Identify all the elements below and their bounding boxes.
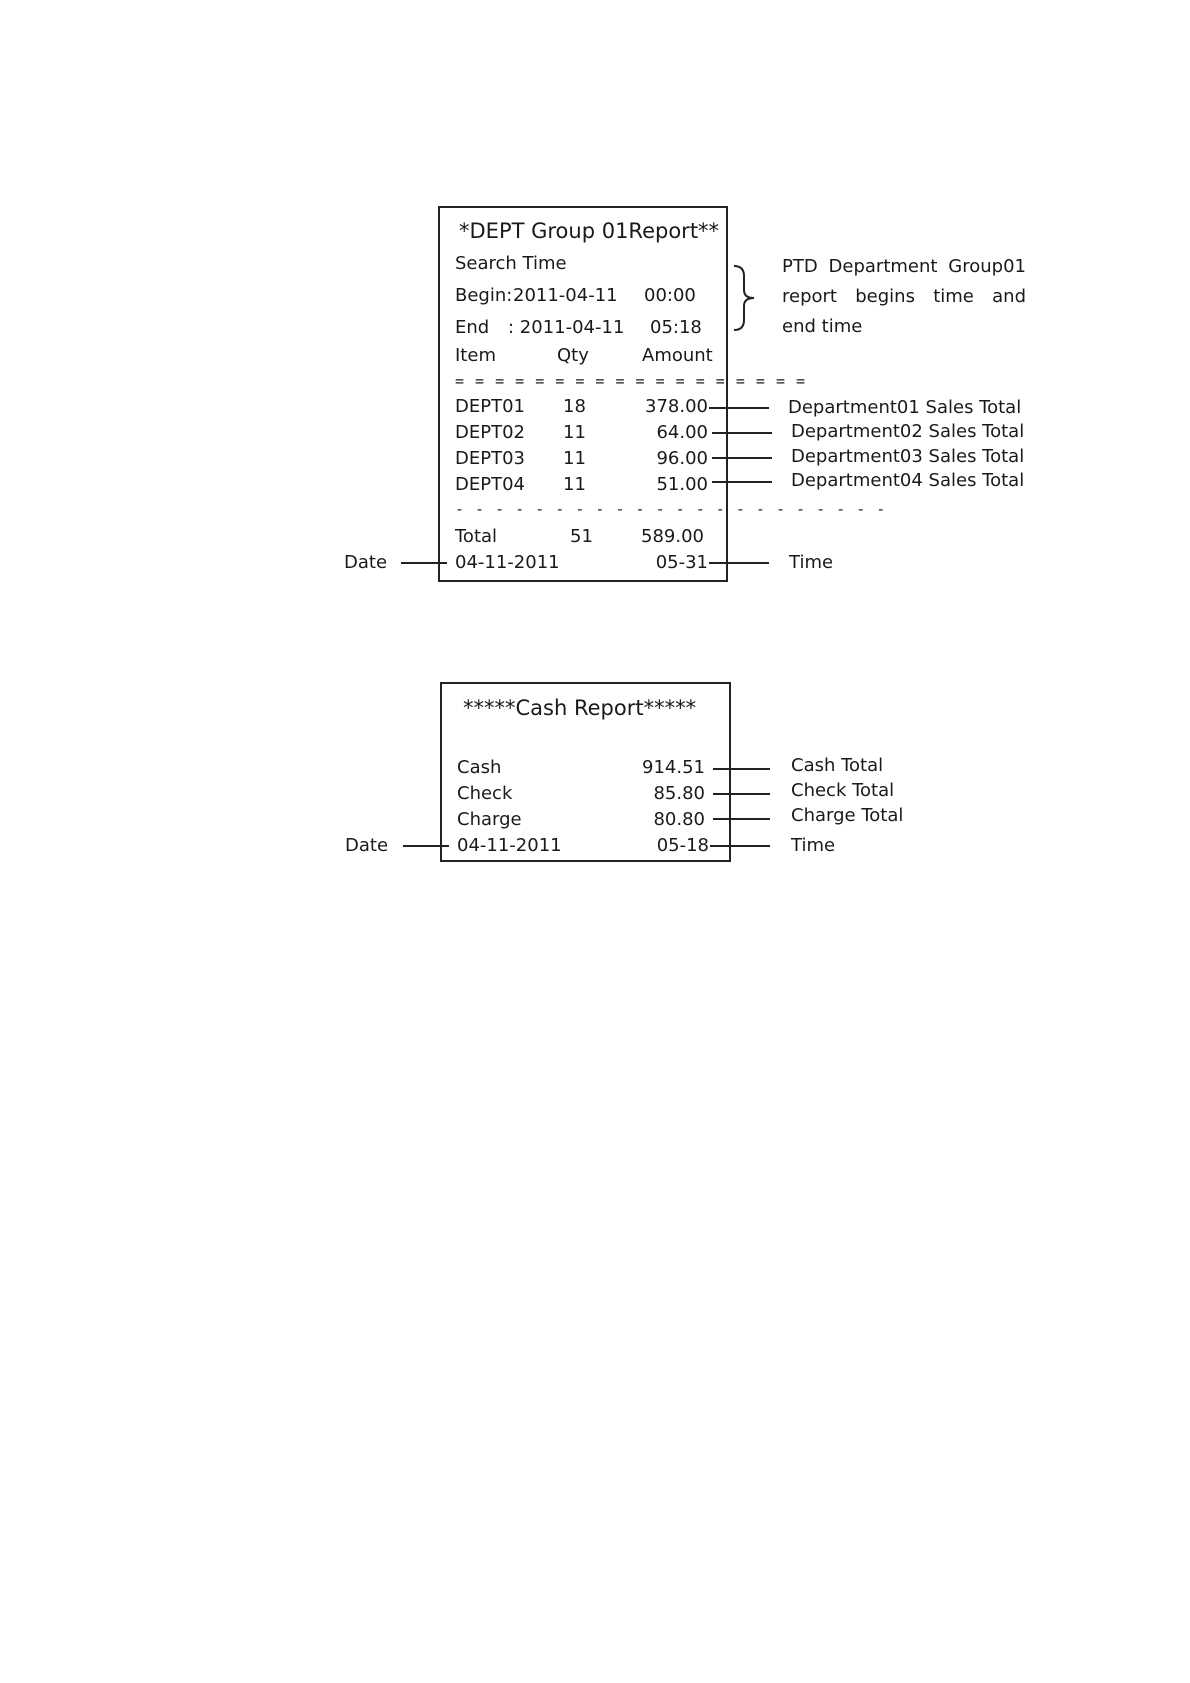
time-annotation: Time <box>789 552 834 573</box>
search-time-label: Search Time <box>455 253 567 274</box>
annotation-leader <box>713 768 770 770</box>
double-rule: = = = = = = = = = = = = = = = = = = <box>455 372 807 390</box>
cash-report-date: 04-11-2011 <box>457 835 562 856</box>
total-label: Total <box>455 526 498 547</box>
cash-row-annotation: Charge Total <box>791 805 904 826</box>
date-annotation: Date <box>345 835 389 856</box>
annotation-leader <box>713 793 770 795</box>
cash-row-amount: 914.51 <box>642 757 705 778</box>
end-time: 05:18 <box>650 317 702 338</box>
dept-row-amount: 64.00 <box>656 422 708 443</box>
date-annotation: Date <box>344 552 388 573</box>
range-brace-icon <box>730 264 760 332</box>
cash-row-annotation: Check Total <box>791 780 895 801</box>
cash-row-amount: 80.80 <box>653 809 705 830</box>
dept-row-annotation: Department04 Sales Total <box>791 470 1025 491</box>
end-date: : 2011-04-11 <box>508 317 625 338</box>
dept-row-item: DEPT02 <box>455 422 525 443</box>
total-amount: 589.00 <box>641 526 704 547</box>
dept-row-qty: 11 <box>563 422 586 443</box>
cash-row-label: Check <box>457 783 513 804</box>
annotation-leader <box>712 457 772 459</box>
begin-date: 2011-04-11 <box>513 285 618 306</box>
dept-row-item: DEPT04 <box>455 474 525 495</box>
column-header-amount: Amount <box>642 345 713 366</box>
date-leader <box>403 845 449 847</box>
range-note: PTD Department Group01 report begins time and end time <box>782 256 1026 337</box>
end-label: End <box>455 317 490 338</box>
cash-row-label: Charge <box>457 809 522 830</box>
dept-row-annotation: Department02 Sales Total <box>791 421 1025 442</box>
report-date: 04-11-2011 <box>455 552 560 573</box>
begin-time: 00:00 <box>644 285 696 306</box>
dept-row-amount: 378.00 <box>645 396 708 417</box>
column-header-qty: Qty <box>557 345 589 366</box>
dept-row-annotation: Department03 Sales Total <box>791 446 1025 467</box>
time-annotation: Time <box>791 835 836 856</box>
dept-row-qty: 18 <box>563 396 586 417</box>
cash-row-label: Cash <box>457 757 502 778</box>
column-header-item: Item <box>455 345 496 366</box>
cash-row-amount: 85.80 <box>653 783 705 804</box>
report-time: 05-31 <box>655 552 708 573</box>
annotation-leader <box>712 432 772 434</box>
dept-row-qty: 11 <box>563 474 586 495</box>
dept-row-item: DEPT01 <box>455 396 525 417</box>
dash-rule: - - - - - - - - - - - - - - - - - - - - - - <box>455 500 887 518</box>
dept-row-amount: 96.00 <box>656 448 708 469</box>
dept-row-qty: 11 <box>563 448 586 469</box>
cash-report-time: 05-18 <box>656 835 709 856</box>
dept-row-annotation: Department01 Sales Total <box>788 397 1022 418</box>
cash-row-annotation: Cash Total <box>791 755 884 776</box>
date-leader <box>401 562 447 564</box>
time-leader <box>710 845 770 847</box>
annotation-leader <box>712 481 772 483</box>
begin-label: Begin: <box>455 285 513 306</box>
annotation-leader <box>713 818 770 820</box>
cash-report-title: *****Cash Report***** <box>463 696 697 720</box>
dept-row-amount: 51.00 <box>656 474 708 495</box>
total-qty: 51 <box>570 526 593 547</box>
annotation-leader <box>709 407 769 409</box>
dept-report-title: *DEPT Group 01Report** <box>459 219 720 243</box>
dept-row-item: DEPT03 <box>455 448 525 469</box>
time-leader <box>709 562 769 564</box>
